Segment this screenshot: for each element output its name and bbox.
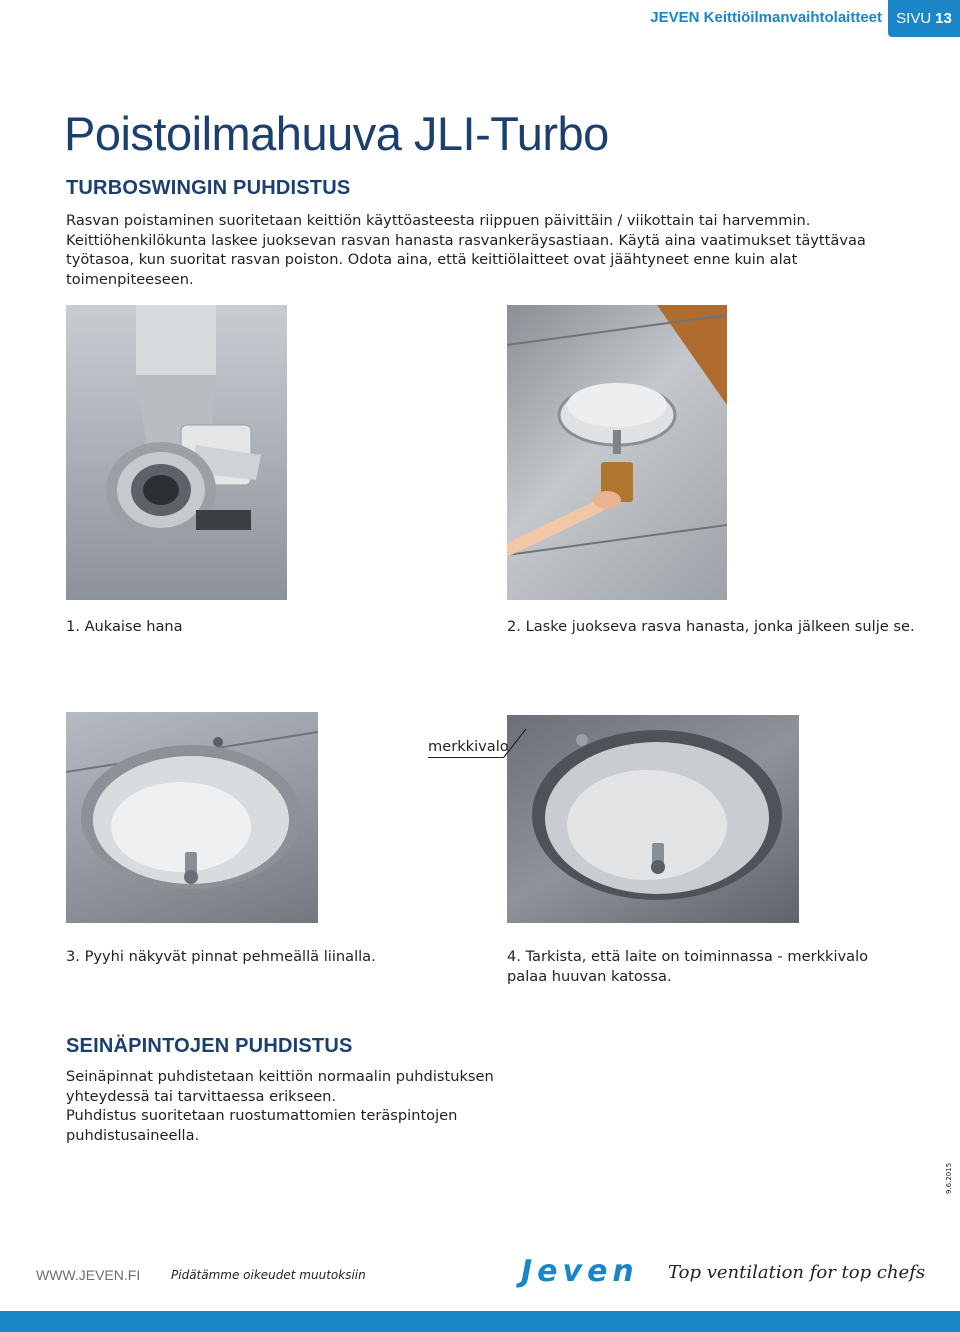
page-number: 13 [935,10,952,27]
callout-label-indicator: merkkivalo [428,738,509,755]
footer-website-link[interactable]: WWW.JEVEN.FI [36,1267,141,1283]
date-stamp: 9.6.2015 [945,1162,953,1194]
step-caption-2: 2. Laske juokseva rasva hanasta, jonka jälkeen sulje se. [507,618,915,635]
step-caption-3: 3. Pyyhi näkyvät pinnat pehmeällä liinalla. [66,948,376,965]
footer-rights-note: Pidätämme oikeudet muutoksiin [171,1268,366,1282]
jeven-logo: Jeven [521,1254,639,1289]
step-caption-4: 4. Tarkista, että laite on toiminnassa - merkkivalo palaa huuvan katossa. [507,948,869,985]
footer-slogan: Top ventilation for top chefs [668,1262,926,1283]
wall-cleaning-para-1: Seinäpinnat puhdistetaan keittiön normaalin puhdistuksen yhteydessä tai tarvittaessa erikseen. [66,1068,494,1105]
callout-underline [428,757,504,758]
wall-cleaning-text [66,1067,496,1145]
wall-cleaning-para-2: Puhdistus suoritetaan ruostumattomien teräspintojen puhdistusaineella. [66,1107,458,1144]
intro-paragraph: Rasvan poistaminen suoritetaan keittiön käyttöasteesta riippuen päivittäin / viikottain tai harvemmin. Keittiöhenkilökunta laskee juoksevan rasvan hanasta rasvankeräysastiaan. Käytä aina vaatimukset täyttävaa työtasoa, kun suoritat rasvan poiston. Odota aina, että keittiölaitteet ovat jäähtyneet enne kuin alat toimenpiteeseen. [66,212,866,288]
callout-leader-line [500,727,530,759]
header-brand-line: JEVEN Keittiöilmanvaihtolaitteet [650,9,882,26]
section-heading-wall-cleaning: SEINÄPINTOJEN PUHDISTUS [66,1035,353,1057]
section-heading-turboswing: TURBOSWINGIN PUHDISTUS [66,177,351,199]
page-title: Poistoilmahuuva JLI-Turbo [64,107,609,160]
step-caption-1: 1. Aukaise hana [66,618,183,635]
page-label: SIVU [896,10,932,27]
photo-open-tap [66,305,287,600]
photo-drain-grease [507,305,727,600]
footer-color-bar [0,1311,960,1332]
page-number-tab [888,0,960,37]
photo-indicator-light [507,715,799,923]
photo-wipe-surfaces [66,712,318,923]
